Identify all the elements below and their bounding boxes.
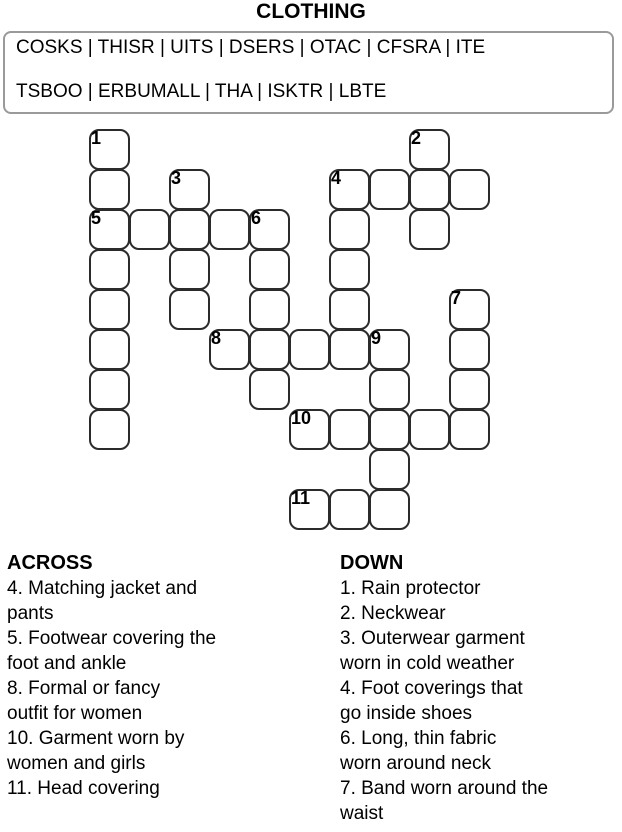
clue-line: 5. Footwear covering the xyxy=(7,628,217,649)
grid-cell[interactable] xyxy=(449,329,490,370)
grid-cell[interactable] xyxy=(449,409,490,450)
down-heading: DOWN xyxy=(340,552,404,574)
grid-cell[interactable] xyxy=(329,209,370,250)
grid-cell[interactable] xyxy=(89,409,130,450)
clue-item xyxy=(340,576,620,601)
grid-cell[interactable] xyxy=(249,209,290,250)
down-clues xyxy=(340,551,620,826)
grid-cell[interactable] xyxy=(169,289,210,330)
clue-line: 4. Matching jacket and xyxy=(7,578,198,599)
grid-cell[interactable] xyxy=(329,249,370,290)
down-clue-list xyxy=(340,576,620,826)
grid-cell[interactable] xyxy=(329,489,370,530)
grid-cell[interactable] xyxy=(169,209,210,250)
grid-cell[interactable] xyxy=(329,409,370,450)
word-bank-line-2: TSBOO | ERBUMALL | THA | ISKTR | LBTE xyxy=(16,81,387,102)
grid-cell[interactable] xyxy=(249,289,290,330)
grid-cell[interactable] xyxy=(209,329,250,370)
grid-cell[interactable] xyxy=(409,409,450,450)
clue-item xyxy=(340,726,620,776)
grid-cell[interactable] xyxy=(369,169,410,210)
clue-line: 4. Foot coverings that xyxy=(340,678,523,699)
clue-item xyxy=(340,676,620,726)
cell-number: 9 xyxy=(371,328,382,348)
clue-line: 10. Garment worn by xyxy=(7,728,185,749)
puzzle-title: CLOTHING xyxy=(256,0,366,23)
clue-line: foot and ankle xyxy=(7,653,127,674)
clue-item xyxy=(7,726,335,776)
grid-cell[interactable] xyxy=(289,409,330,450)
clue-item xyxy=(7,576,335,626)
cell-number: 10 xyxy=(291,408,312,428)
clue-line: pants xyxy=(7,603,54,624)
grid-cell[interactable] xyxy=(409,129,450,170)
grid-cell[interactable] xyxy=(329,329,370,370)
grid-cell[interactable] xyxy=(89,329,130,370)
grid-cell[interactable] xyxy=(289,329,330,370)
grid-cell[interactable] xyxy=(169,169,210,210)
grid-cell[interactable] xyxy=(369,329,410,370)
clue-line: go inside shoes xyxy=(340,703,473,724)
grid-cell[interactable] xyxy=(369,489,410,530)
clue-item xyxy=(340,776,620,826)
grid-cell[interactable] xyxy=(289,489,330,530)
clue-item xyxy=(340,601,620,626)
across-heading: ACROSS xyxy=(7,552,93,574)
clue-line: outfit for women xyxy=(7,703,143,724)
grid-cell[interactable] xyxy=(89,209,130,250)
grid-cell[interactable] xyxy=(129,209,170,250)
cell-number: 1 xyxy=(91,128,102,148)
grid-cell[interactable] xyxy=(89,289,130,330)
grid-cell[interactable] xyxy=(89,369,130,410)
grid-cell[interactable] xyxy=(369,449,410,490)
cell-number: 8 xyxy=(211,328,222,348)
clue-item xyxy=(7,676,335,726)
grid-cell[interactable] xyxy=(169,249,210,290)
cell-number: 4 xyxy=(331,168,342,188)
grid-cell[interactable] xyxy=(329,169,370,210)
clue-line: 3. Outerwear garment xyxy=(340,628,525,649)
cell-number: 11 xyxy=(291,488,311,508)
clue-line: 7. Band worn around the xyxy=(340,778,549,799)
grid-cell[interactable] xyxy=(409,169,450,210)
across-clue-list xyxy=(7,576,335,801)
grid-cell[interactable] xyxy=(409,209,450,250)
grid-cell[interactable] xyxy=(249,249,290,290)
grid-cell[interactable] xyxy=(329,289,370,330)
grid-cell[interactable] xyxy=(449,289,490,330)
grid-cell[interactable] xyxy=(89,249,130,290)
across-clues xyxy=(7,551,335,801)
clue-item xyxy=(7,626,335,676)
grid-cell[interactable] xyxy=(449,169,490,210)
cell-number: 3 xyxy=(171,168,182,188)
clue-item xyxy=(7,776,335,801)
clue-line: women and girls xyxy=(7,753,146,774)
clue-line: waist xyxy=(340,803,384,824)
cell-number: 6 xyxy=(251,208,262,228)
cell-number: 2 xyxy=(411,128,422,148)
word-bank-line-1: COSKS | THISR | UITS | DSERS | OTAC | CFSRA | ITE xyxy=(16,37,486,58)
clue-line: 1. Rain protector xyxy=(340,578,481,599)
clue-line: 8. Formal or fancy xyxy=(7,678,161,699)
grid-cell[interactable] xyxy=(249,329,290,370)
grid-cell[interactable] xyxy=(209,209,250,250)
clue-line: 11. Head covering xyxy=(7,778,160,799)
grid-cell[interactable] xyxy=(89,129,130,170)
grid-cell[interactable] xyxy=(369,409,410,450)
cell-number: 7 xyxy=(451,288,462,308)
grid-cell[interactable] xyxy=(369,369,410,410)
clue-line: worn in cold weather xyxy=(340,653,515,674)
grid-cell[interactable] xyxy=(89,169,130,210)
grid-cell[interactable] xyxy=(449,369,490,410)
cell-number: 5 xyxy=(91,208,102,228)
grid-cell[interactable] xyxy=(249,369,290,410)
clue-item xyxy=(340,626,620,676)
clue-line: worn around neck xyxy=(340,753,492,774)
clue-line: 2. Neckwear xyxy=(340,603,446,624)
clue-line: 6. Long, thin fabric xyxy=(340,728,497,749)
